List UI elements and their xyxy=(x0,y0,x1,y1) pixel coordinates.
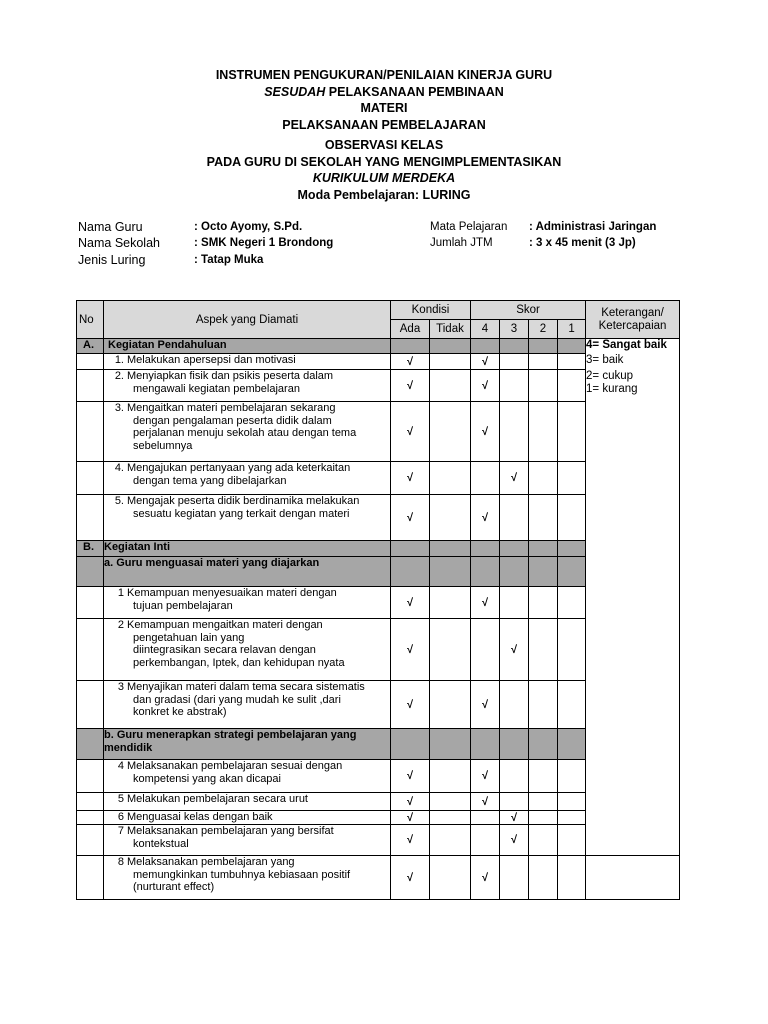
row-text: Kemampuan mengaitkan materi dengan xyxy=(127,619,323,631)
row-text: Melaksanakan pembelajaran yang bersifat xyxy=(127,825,334,837)
check-mark: √ xyxy=(391,793,430,811)
jenis-luring-value: : Tatap Muka xyxy=(194,254,264,266)
table-row xyxy=(77,370,680,402)
check-mark: √ xyxy=(391,354,430,370)
table-row xyxy=(77,354,680,370)
row-text: mengawali kegiatan pembelajaran xyxy=(133,382,300,395)
check-mark: √ xyxy=(391,760,430,793)
table-row xyxy=(77,793,680,811)
check-mark: √ xyxy=(471,354,500,370)
check-mark: √ xyxy=(471,681,500,729)
row-text: kontekstual xyxy=(133,837,189,850)
table-row xyxy=(77,760,680,793)
legend-2: 2= cukup xyxy=(586,369,634,382)
table-row xyxy=(77,402,680,462)
row-text: Melaksanakan pembelajaran yang xyxy=(127,856,295,868)
row-number: 4. xyxy=(114,462,124,474)
row-text: sesuatu kegiatan yang terkait dengan materi xyxy=(133,507,350,520)
check-mark: √ xyxy=(500,825,529,856)
title-line-6: PADA GURU DI SEKOLAH YANG MENGIMPLEMENTASIKAN xyxy=(206,154,562,169)
row-text: Melakukan pembelajaran secara urut xyxy=(127,793,308,805)
check-mark: √ xyxy=(471,587,500,619)
row-text: dengan pengalaman peserta didik dalam xyxy=(133,414,332,427)
row-text: perjalanan menuju sekolah atau dengan tema xyxy=(133,427,357,439)
row-text: kompetensi yang akan dicapai xyxy=(133,772,281,785)
header-tidak: Tidak xyxy=(430,320,471,339)
row-number: 5 xyxy=(117,793,124,805)
title-line-2-rest: PELAKSANAAN PEMBINAAN xyxy=(325,84,504,99)
row-text: sebelumnya xyxy=(133,439,193,452)
table-row xyxy=(77,462,680,495)
table-row xyxy=(77,825,680,856)
header-skor-2: 2 xyxy=(529,320,558,339)
row-number: 2 xyxy=(117,619,124,631)
row-text: Mengaitkan materi pembelajaran sekarang xyxy=(127,402,336,414)
check-mark: √ xyxy=(471,402,500,462)
table-row xyxy=(77,495,680,541)
legend-3: 3= baik xyxy=(586,354,680,370)
jtm-value: : 3 x 45 menit (3 Jp) xyxy=(529,237,636,249)
group-a-title: a. Guru menguasai materi yang diajarkan xyxy=(104,557,391,587)
section-b-row xyxy=(77,541,680,557)
row-text: Mengajukan pertanyaan yang ada keterkaitan xyxy=(127,462,351,474)
row-number: 1. xyxy=(114,354,124,366)
row-text: diintegrasikan secara relavan dengan xyxy=(133,644,316,656)
title-line-3: MATERI xyxy=(360,101,408,115)
section-a-title: Kegiatan Pendahuluan xyxy=(104,339,391,354)
row-number: 8 xyxy=(117,856,124,868)
check-mark: √ xyxy=(471,495,500,541)
title-italic-word: SESUDAH xyxy=(264,84,326,99)
row-text: (nurturant effect) xyxy=(133,881,215,893)
legend-1: 1= kurang xyxy=(586,382,638,395)
check-mark: √ xyxy=(391,856,430,900)
section-a-no: A. xyxy=(77,339,104,354)
row-number: 7 xyxy=(117,825,124,837)
header-skor-4: 4 xyxy=(471,320,500,339)
nama-guru-label: Nama Guru xyxy=(78,220,143,234)
check-mark: √ xyxy=(391,370,430,402)
group-b-row xyxy=(77,729,680,760)
header-kondisi: Kondisi xyxy=(391,301,471,320)
table-row xyxy=(77,856,680,900)
observation-table xyxy=(76,300,680,900)
group-b-title: b. Guru menerapkan strategi pembelajaran yang xyxy=(104,729,357,741)
nama-guru-value: : Octo Ayomy, S.Pd. xyxy=(194,221,303,233)
check-mark: √ xyxy=(391,811,430,825)
row-text: Menyajikan materi dalam tema secara sistematis xyxy=(127,681,365,693)
title-line-2 xyxy=(0,84,768,101)
row-text: tujuan pembelajaran xyxy=(133,599,233,612)
row-number: 2. xyxy=(114,370,124,382)
row-number: 1 xyxy=(117,587,124,599)
mapel-label: Mata Pelajaran xyxy=(430,221,508,233)
check-mark: √ xyxy=(391,495,430,541)
check-mark: √ xyxy=(500,811,529,825)
row-number: 4 xyxy=(117,760,124,772)
group-b-title-cont: mendidik xyxy=(104,741,153,754)
row-text: Mengajak peserta didik berdinamika melakukan xyxy=(127,495,360,507)
header-skor-1: 1 xyxy=(558,320,586,339)
header-ada: Ada xyxy=(391,320,430,339)
mapel-value: : Administrasi Jaringan xyxy=(529,221,657,233)
check-mark: √ xyxy=(500,619,529,681)
section-b-no: B. xyxy=(77,541,104,557)
header-skor-3: 3 xyxy=(500,320,529,339)
jenis-luring-label: Jenis Luring xyxy=(78,253,146,267)
header-skor: Skor xyxy=(471,301,586,320)
check-mark: √ xyxy=(471,793,500,811)
nama-sekolah-label: Nama Sekolah xyxy=(78,236,160,250)
jtm-label: Jumlah JTM xyxy=(430,237,493,249)
row-text: Melaksanakan pembelajaran sesuai dengan xyxy=(127,760,343,772)
table-row xyxy=(77,811,680,825)
row-number: 3. xyxy=(114,402,124,414)
title-line-4: PELAKSANAAN PEMBELAJARAN xyxy=(282,117,486,132)
check-mark: √ xyxy=(471,370,500,402)
row-text: Kemampuan menyesuaikan materi dengan xyxy=(127,587,337,599)
group-a-row xyxy=(77,557,680,587)
check-mark: √ xyxy=(391,462,430,495)
row-text: memungkinkan tumbuhnya kebiasaan positif xyxy=(133,868,351,881)
check-mark: √ xyxy=(391,619,430,681)
title-line-8: Moda Pembelajaran: LURING xyxy=(297,187,471,202)
check-mark: √ xyxy=(471,760,500,793)
row-text: Menguasai kelas dengan baik xyxy=(127,811,273,823)
check-mark: √ xyxy=(471,856,500,900)
row-text: konkret ke abstrak) xyxy=(133,706,227,718)
check-mark: √ xyxy=(391,681,430,729)
header-aspek: Aspek yang Diamati xyxy=(104,301,391,339)
section-a-row xyxy=(77,339,680,354)
table-row xyxy=(77,619,680,681)
section-b-title: Kegiatan Inti xyxy=(104,541,391,557)
row-text: dan gradasi (dari yang mudah ke sulit ,dari xyxy=(133,693,341,706)
title-line-7: KURIKULUM MERDEKA xyxy=(312,171,456,185)
nama-sekolah-value: : SMK Negeri 1 Brondong xyxy=(194,237,334,249)
row-number: 5. xyxy=(114,495,124,507)
title-line-5: OBSERVASI KELAS xyxy=(324,138,444,152)
row-text: pengetahuan lain yang xyxy=(133,631,245,644)
table-row xyxy=(77,681,680,729)
row-number: 3 xyxy=(117,681,124,693)
check-mark: √ xyxy=(500,462,529,495)
document-title xyxy=(0,67,768,203)
table-row xyxy=(77,587,680,619)
check-mark: √ xyxy=(391,587,430,619)
row-text: Melakukan apersepsi dan motivasi xyxy=(127,354,296,366)
check-mark: √ xyxy=(391,402,430,462)
legend-4: 4= Sangat baik xyxy=(586,339,680,354)
header-no: No xyxy=(77,301,104,339)
row-text: dengan tema yang dibelajarkan xyxy=(133,474,287,487)
title-line-1: INSTRUMEN PENGUKURAN/PENILAIAN KINERJA GURU xyxy=(215,68,553,82)
row-number: 6 xyxy=(117,811,124,823)
row-text: Menyiapkan fisik dan psikis peserta dalam xyxy=(127,370,334,382)
header-keterangan: Keterangan/ Ketercapaian xyxy=(586,301,680,339)
check-mark: √ xyxy=(391,825,430,856)
row-text: perkembangan, Iptek, dan kehidupan nyata xyxy=(133,656,345,669)
